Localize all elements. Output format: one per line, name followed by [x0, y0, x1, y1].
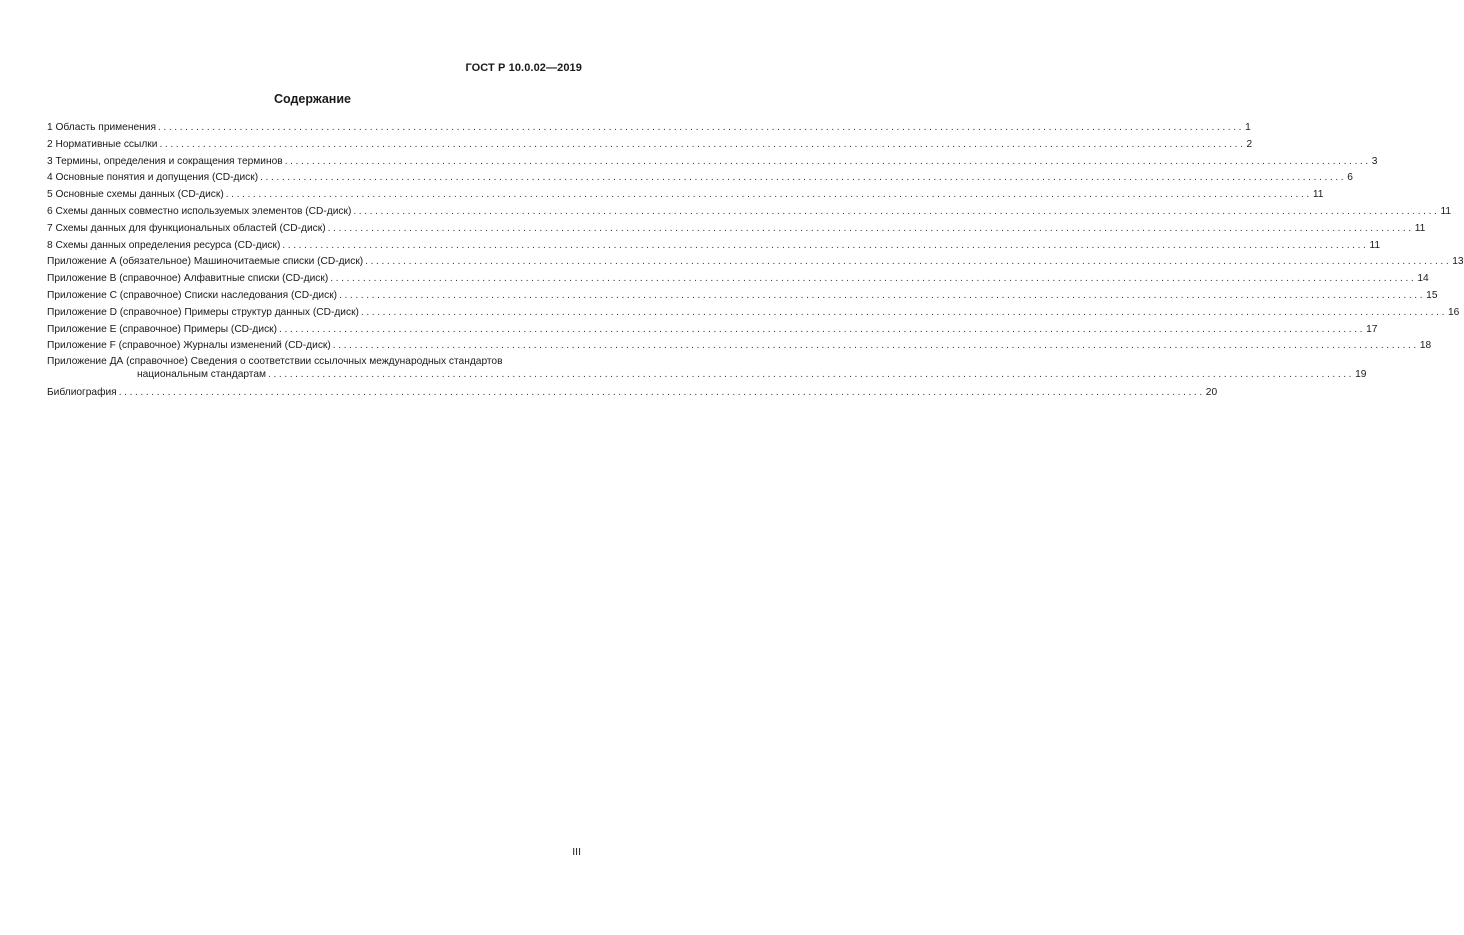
toc-item-page: 14 — [1417, 273, 1429, 285]
toc-item-text: Приложение ДА (справочное) Сведения о соответствии ссылочных международных стандартов — [47, 356, 503, 368]
toc-item-text: 6 Схемы данных совместно используемых элементов (CD-диск) — [47, 205, 352, 217]
toc-leader-dots: ........................................................................................................................................................................................................ — [365, 256, 1452, 268]
toc-item-page: 11 — [1369, 239, 1381, 251]
toc-item-page: 13 — [1452, 256, 1464, 268]
toc-item[interactable] — [47, 288, 1438, 305]
toc-leader-dots: ........................................................................................................................................................................................................ — [159, 138, 1246, 150]
toc-leader-dots: ........................................................................................................................................................................................................ — [260, 172, 1347, 184]
toc-leader-dots: ........................................................................................................................................................................................................ — [118, 387, 1205, 399]
toc-item-page: 16 — [1448, 306, 1460, 318]
toc-leader-dots: ........................................................................................................................................................................................................ — [157, 122, 1245, 133]
toc-item-text: Приложение F (справочное) Журналы изменений (CD-диск) — [47, 340, 331, 352]
toc-item-text: Приложение С (справочное) Списки наследования (CD-диск) — [47, 289, 338, 301]
toc-item[interactable] — [47, 154, 1378, 171]
toc-item[interactable] — [47, 120, 1251, 137]
toc-item[interactable] — [47, 170, 1353, 187]
toc-item-page: 6 — [1347, 172, 1353, 184]
toc-item-text: 1 Область применения — [47, 122, 156, 133]
toc-leader-dots: ........................................................................................................................................................................................................ — [327, 222, 1414, 234]
toc-item-bibliography[interactable] — [47, 385, 1218, 402]
document-id: ГОСТ Р 10.0.02—2019 — [465, 62, 582, 74]
toc-item-page: 11 — [1312, 189, 1324, 201]
toc-leader-dots: ........................................................................................................................................................................................................ — [332, 340, 1419, 352]
toc-item-page: 18 — [1419, 340, 1432, 352]
toc-item-text: Библиография — [47, 387, 117, 399]
toc-leader-dots: ........................................................................................................................................................................................................ — [282, 239, 1369, 251]
toc-item[interactable] — [47, 338, 1432, 355]
toc-item-text: 8 Схемы данных определения ресурса (CD-диск) — [47, 239, 281, 251]
toc-item-text: Приложение Е (справочное) Примеры (CD-диск) — [47, 323, 278, 335]
toc-item-page: 1 — [1245, 122, 1251, 133]
toc-item[interactable] — [47, 221, 1426, 238]
toc-leader-dots: ........................................................................................................................................................................................................ — [330, 273, 1417, 285]
toc-leader-dots: ........................................................................................................................................................................................................ — [268, 369, 1355, 381]
toc-item-page: 3 — [1371, 155, 1378, 167]
toc-item[interactable] — [47, 238, 1381, 255]
toc-item-page: 11 — [1440, 205, 1452, 217]
page-number: III — [572, 846, 581, 858]
toc-leader-dots: ........................................................................................................................................................................................................ — [353, 205, 1440, 217]
toc-item-text: 3 Термины, определения и сокращения терминов — [47, 155, 283, 167]
toc-leader-dots: ........................................................................................................................................................................................................ — [279, 323, 1366, 335]
toc-item-text-cont: национальным стандартам — [137, 369, 267, 381]
toc-title: Содержание — [273, 92, 351, 106]
toc-item-text: Приложение А (обязательное) Машиночитаемые списки (CD-диск) — [47, 256, 364, 268]
toc-leader-dots: ........................................................................................................................................................................................................ — [284, 155, 1371, 167]
toc-item[interactable] — [47, 254, 1464, 271]
toc-item[interactable] — [47, 322, 1378, 339]
toc-leader-dots: ........................................................................................................................................................................................................ — [360, 306, 1448, 318]
toc-item-page: 19 — [1355, 369, 1367, 381]
toc-item-page: 17 — [1366, 323, 1378, 335]
toc-leader-dots: ........................................................................................................................................................................................................ — [339, 289, 1426, 301]
toc-item[interactable] — [47, 204, 1452, 221]
toc-item-page: 2 — [1246, 138, 1253, 150]
toc-item-annex-da[interactable] — [47, 355, 1367, 382]
toc-item[interactable] — [47, 137, 1253, 154]
toc-item-text: Приложение D (справочное) Примеры структур данных (CD-диск) — [47, 306, 359, 318]
toc-item-page: 20 — [1205, 387, 1218, 399]
toc-item-text: 2 Нормативные ссылки — [47, 138, 158, 150]
toc-item-text: 5 Основные схемы данных (CD-диск) — [47, 189, 224, 201]
toc-item-text: Приложение В (справочное) Алфавитные списки (CD-диск) — [47, 273, 329, 285]
toc-item-page: 15 — [1426, 289, 1438, 301]
toc-item[interactable] — [47, 305, 1460, 322]
table-of-contents — [47, 120, 1464, 402]
toc-item[interactable] — [47, 271, 1429, 288]
toc-item[interactable] — [47, 187, 1324, 204]
toc-item-page: 11 — [1414, 222, 1426, 234]
toc-item-text: 4 Основные понятия и допущения (CD-диск) — [47, 172, 259, 184]
toc-leader-dots: ........................................................................................................................................................................................................ — [225, 189, 1312, 201]
toc-item-text: 7 Схемы данных для функциональных областей (CD-диск) — [47, 222, 326, 234]
